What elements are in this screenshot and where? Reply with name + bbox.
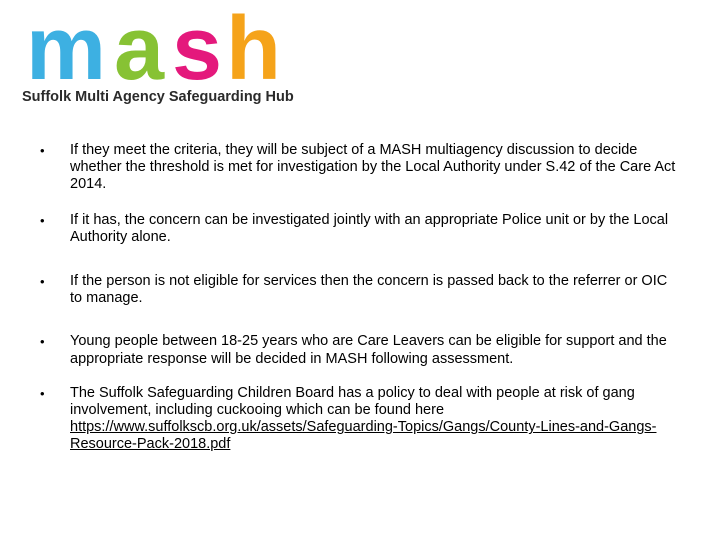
bullet-text: If they meet the criteria, they will be subject of a MASH multiagency discussion to decide whether the threshold is met for investigation by the Local Authority under S.42 of the Care Act 2014. [70,142,676,193]
logo-letter-s: s [172,6,223,99]
logo-letter-h: h [226,6,281,99]
bullet-item [40,142,680,194]
resource-pack-link[interactable]: https://www.suffolkscb.org.uk/assets/Safeguarding-Topics/Gangs/County-Lines-and-Gangs-Resource-Pack-2018.pdf [70,419,657,453]
logo-subtitle: Suffolk Multi Agency Safeguarding Hub [22,89,294,105]
bullet-text: Young people between 18-25 years who are Care Leavers can be eligible for support and the appropriate response will be decided in MASH following assessment. [70,333,667,367]
bullet-item [40,212,680,246]
bullet-item [40,273,680,307]
bullet-marker: • [40,143,45,158]
bullet-text: If it has, the concern can be investigated jointly with an appropriate Police unit or by the Local Authority alone. [70,211,669,245]
logo-letter-m: m [26,6,107,99]
bullet-item [40,385,680,454]
bullet-marker: • [40,334,45,350]
bullet-list [40,142,680,454]
logo-letter-a: a [114,6,165,99]
bullet-text: The Suffolk Safeguarding Children Board has a policy to deal with people at risk of gang involvement, including cuckooing which can be found here [70,384,635,419]
bullet-marker: • [40,212,45,228]
bullet-text: If the person is not eligible for services then the concern is passed back to the referrer or OIC to manage. [70,273,668,307]
bullet-marker: • [40,385,45,401]
mash-logo [14,6,314,110]
bullet-item [40,333,680,367]
bullet-marker: • [40,274,45,290]
